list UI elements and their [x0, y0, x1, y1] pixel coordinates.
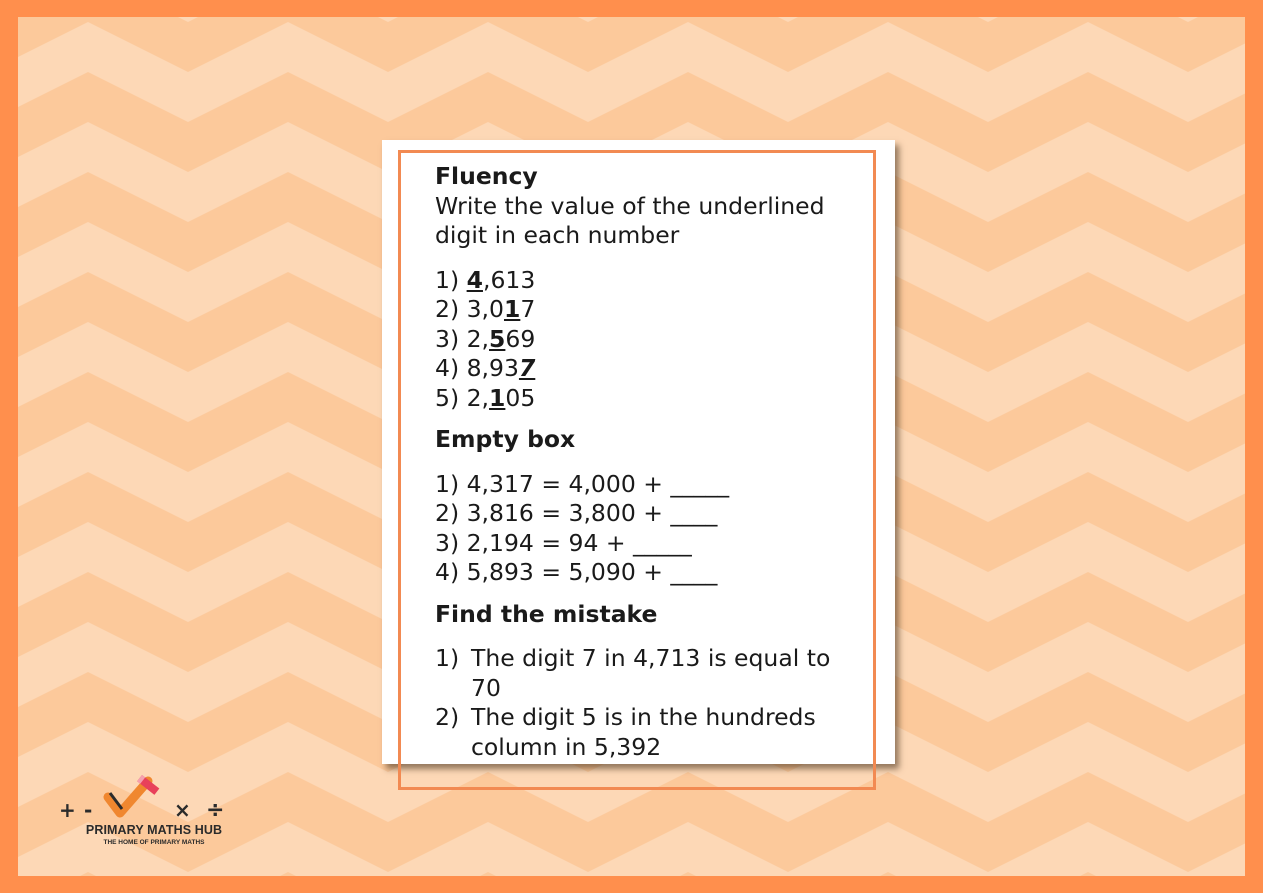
logo-mark-icon — [56, 765, 246, 825]
times-icon: × — [174, 798, 191, 822]
list-item: 2) 3,017 — [435, 295, 536, 323]
background-panel — [18, 17, 1245, 876]
list-item: 3) 2,569 — [435, 324, 536, 353]
plus-icon: + — [59, 798, 76, 822]
list-item: 1) The digit 7 in 4,713 is equal to 70 — [435, 644, 831, 702]
logo-name: PRIMARY MATHS HUB — [85, 823, 223, 837]
underlined-digit: 1 — [503, 295, 521, 323]
section-heading-empty-box: Empty box — [435, 425, 576, 453]
list-item: 2) The digit 5 is in the hundreds column in 5,392 — [435, 703, 816, 761]
list-item: 4) 8,937 — [435, 354, 536, 382]
list-item: 1) 4,613 — [435, 265, 536, 294]
worksheet-content — [435, 162, 875, 762]
list-item: 1) 4,317 = 4,000 + _____ — [435, 469, 730, 498]
list-item: 5) 2,105 — [435, 383, 536, 412]
divide-icon: ÷ — [206, 798, 225, 823]
fluency-list — [435, 266, 875, 414]
list-item: 4) 5,893 = 5,090 + ____ — [435, 558, 718, 586]
logo-tagline: THE HOME OF PRIMARY MATHS — [103, 839, 205, 846]
underlined-digit: 4 — [466, 265, 483, 294]
empty-box-list — [435, 470, 875, 588]
underlined-digit: 5 — [489, 324, 506, 353]
section-heading-find-the-mistake: Find the mistake — [435, 599, 658, 628]
list-item: 3) 2,194 = 94 + _____ — [435, 528, 692, 557]
primary-maths-hub-logo — [56, 765, 246, 855]
fluency-instruction: Write the value of the underlined digit in each number — [435, 191, 825, 249]
minus-icon: - — [84, 798, 93, 822]
worksheet-card — [382, 140, 895, 764]
section-heading-fluency: Fluency — [435, 162, 538, 190]
underlined-digit: 1 — [489, 383, 506, 412]
list-item: 2) 3,816 = 3,800 + ____ — [435, 499, 718, 527]
underlined-digit: 7 — [518, 354, 536, 382]
find-mistake-list — [435, 644, 875, 762]
